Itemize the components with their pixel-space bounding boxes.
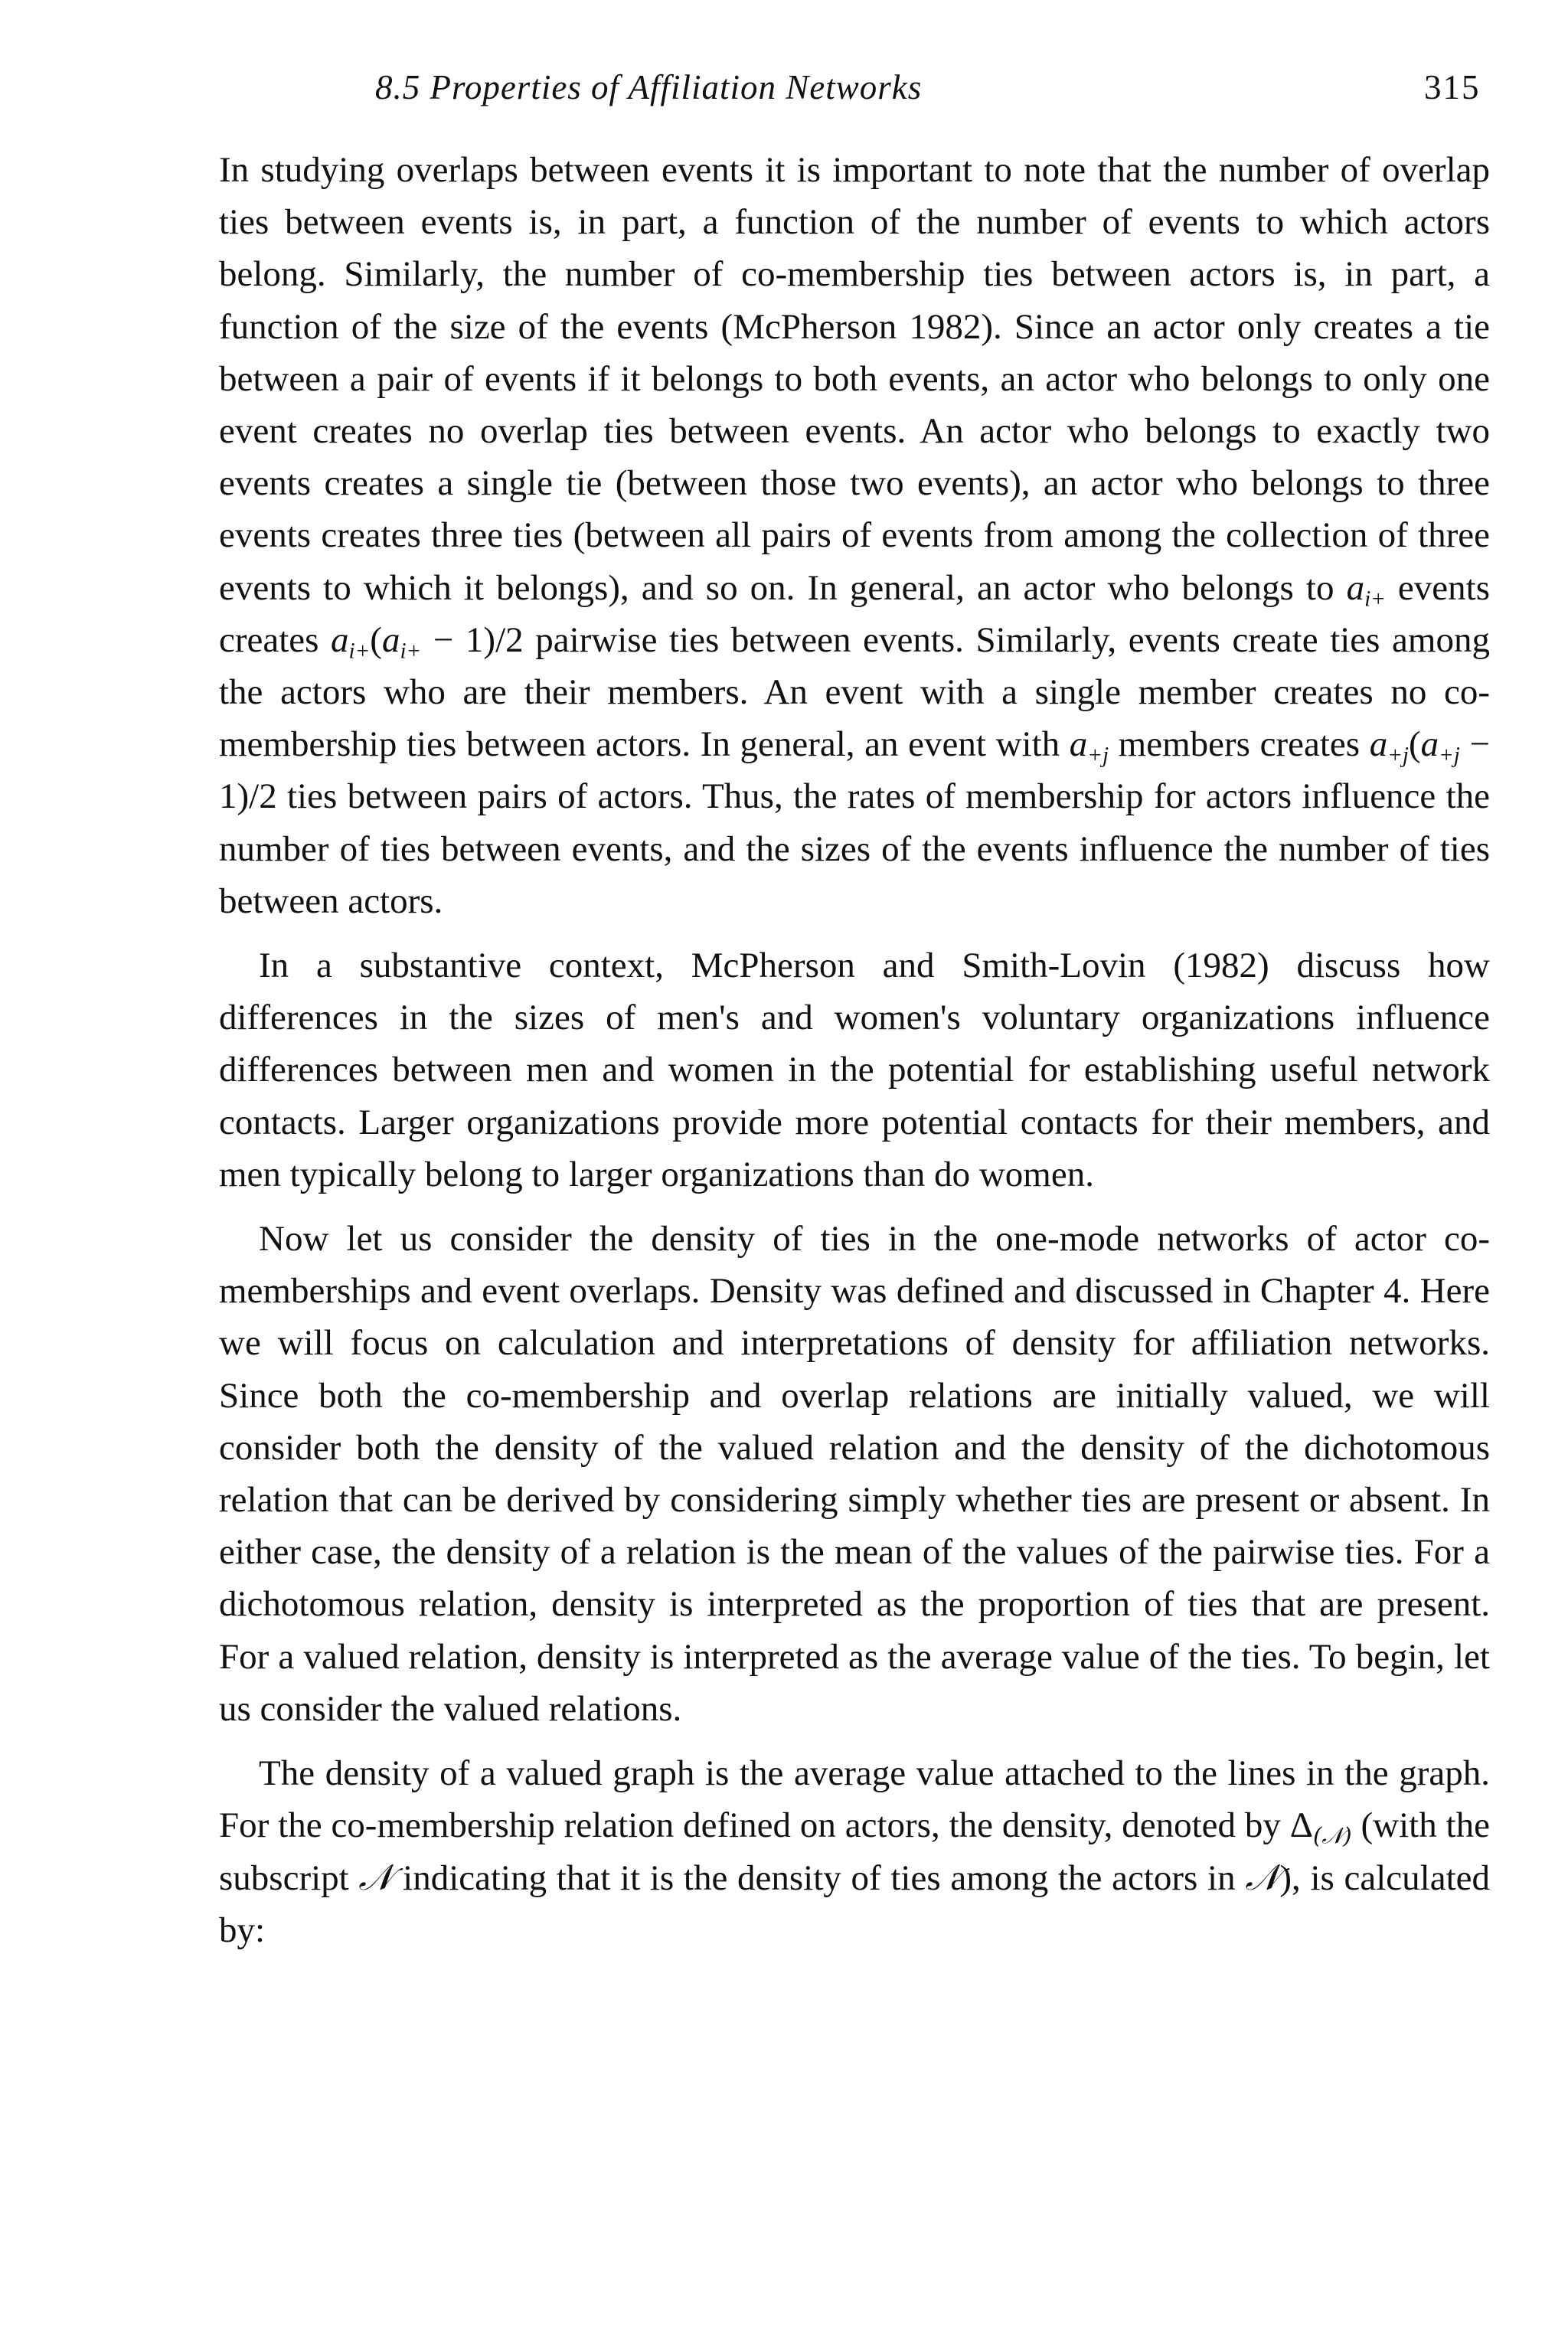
math-script-n: 𝒩 bbox=[358, 1856, 394, 1899]
math-subscript: +j bbox=[1439, 743, 1460, 768]
math-variable: a bbox=[331, 619, 349, 660]
text-run: ), is calculated by: bbox=[219, 1857, 1490, 1950]
math-variable: a bbox=[381, 619, 400, 660]
text-run: indicating that it is the density of ties among the actors in bbox=[393, 1857, 1246, 1898]
text-run: The density of a valued graph is the average value attached to the lines in the graph. For the co-membership relation defined on actors, the density, denoted by bbox=[219, 1753, 1490, 1846]
text-run: members creates bbox=[1109, 724, 1370, 765]
math-variable: a bbox=[1069, 724, 1088, 765]
text-run: In studying overlaps between events it is important to note that the number of overlap ties between events is, in part, a function of the number of events to which actors belong. Similarly, the number of co-membership ties between actors is, in part, a function of the size of the events (McPherson 1982). Since an actor only creates a tie between a pair of events if it belongs to both events, an actor who belongs to only one event creates no overlap ties between events. An actor who belongs to exactly two events creates a single tie (between those two events), an actor who belongs to three events creates three ties (between all pairs of events from among the collection of three events to which it belongs), and so on. In general, an actor who belongs to bbox=[219, 150, 1490, 608]
body-text bbox=[219, 144, 1490, 1956]
math-variable: a bbox=[1369, 724, 1388, 765]
paragraph-valued-density bbox=[219, 1747, 1490, 1956]
math-subscript: +j bbox=[1087, 743, 1109, 768]
paragraph-substantive-context: In a substantive context, McPherson and Smith-Lovin (1982) discuss how differences in the sizes of men's and women's voluntary organizations influence differences between men and women in the potential for establishing useful network contacts. Larger organizations provide more potential contacts for their members, and men typically belong to larger organizations than do women. bbox=[219, 946, 1490, 1194]
math-subscript: (𝒩) bbox=[1312, 1823, 1352, 1850]
math-subscript: +j bbox=[1387, 743, 1409, 768]
math-subscript: i+ bbox=[348, 639, 371, 664]
text-run: − 1)/2 pairwise ties between events. Similarly, events create ties among the actors who are their members. An event with a single member creates no co-membership ties between actors. In general, an event with bbox=[219, 619, 1490, 765]
running-head: 8.5 Properties of Affiliation Networks bbox=[375, 68, 923, 106]
math-variable: a bbox=[1346, 567, 1365, 608]
math-script-n: 𝒩 bbox=[1245, 1856, 1280, 1899]
math-variable: a bbox=[1420, 724, 1439, 765]
paragraph-density-intro: Now let us consider the density of ties in the one-mode networks of actor co-memberships and event overlaps. Density was defined and discussed in Chapter 4. Here we will focus on calculation and interpretations of density for affiliation networks. Since both the co-membership and overlap relations are initially valued, we will consider both the density of the valued relation and the density of the dichotomous relation that can be derived by considering simply whether ties are present or absent. In either case, the density of a relation is the mean of the values of the pairwise ties. For a dichotomous relation, density is interpreted as the proportion of ties that are present. For a valued relation, density is interpreted as the average value of the ties. To begin, let us consider the valued relations. bbox=[219, 1219, 1490, 1729]
page-number: 315 bbox=[1424, 68, 1481, 106]
text-run: (with the subscript bbox=[219, 1805, 1490, 1898]
paragraph-overlap-ties bbox=[219, 144, 1490, 927]
math-subscript: i+ bbox=[1364, 586, 1386, 612]
text-run: ( bbox=[1408, 724, 1421, 765]
text-run: − 1)/2 ties between pairs of actors. Thus, the rates of membership for actors influence the number of ties between events, and the sizes of the events influence the number of ties between actors. bbox=[219, 724, 1490, 921]
math-delta: Δ bbox=[1289, 1805, 1313, 1846]
text-run: events creates bbox=[219, 567, 1490, 660]
math-subscript: i+ bbox=[400, 639, 422, 664]
text-run: ( bbox=[370, 619, 382, 660]
